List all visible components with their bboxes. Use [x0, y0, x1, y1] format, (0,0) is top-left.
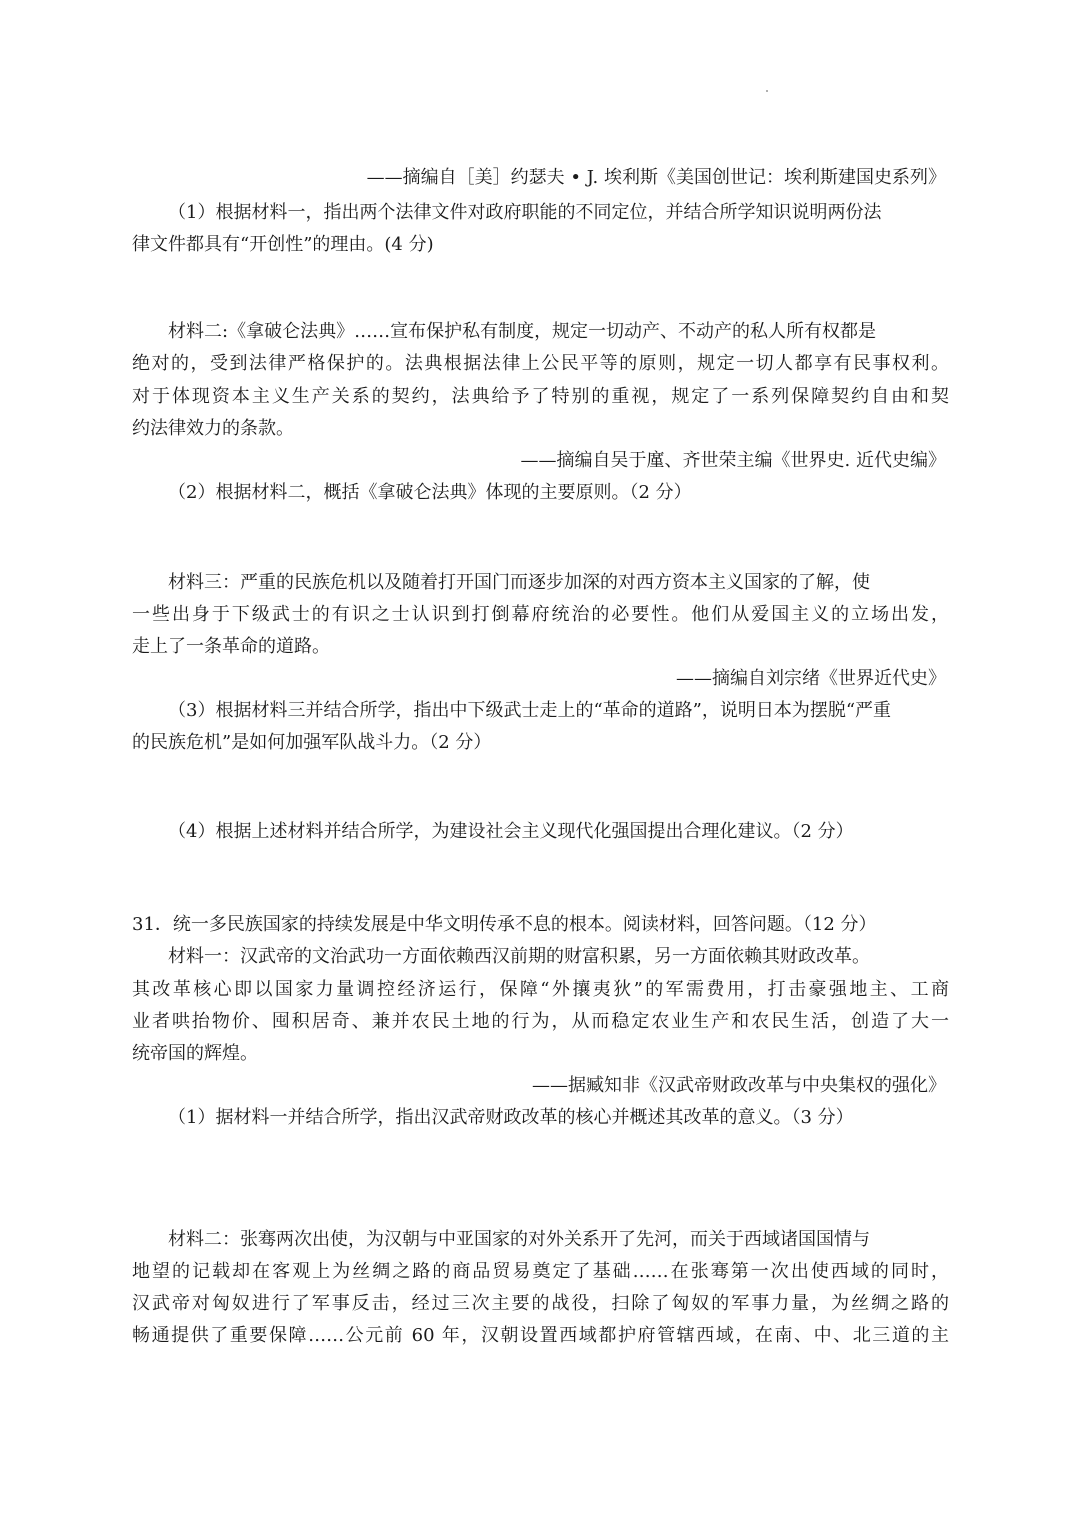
material-31-2-line-1: 材料二：张骞两次出使，为汉朝与中亚国家的对外关系开了先河，而关于西域诸国国情与 — [168, 1229, 870, 1250]
material-31-2-line-3: 汉武帝对匈奴进行了军事反击，经过三次主要的战役，扫除了匈奴的军事力量，为丝绸之路的 — [132, 1293, 949, 1314]
scan-speck — [766, 90, 768, 92]
question-31-1: （1）据材料一并结合所学，指出汉武帝财政改革的核心并概述其改革的意义。（3 分） — [168, 1107, 854, 1128]
question-1-2: （2）根据材料二，概括《拿破仑法典》体现的主要原则。（2 分） — [168, 482, 692, 503]
material-31-1-line-2: 其改革核心即以国家力量调控经济运行，保障“外攘夷狄”的军需费用，打击豪强地主、工商 — [132, 979, 949, 1000]
material-3-line-3: 走上了一条革命的道路。 — [132, 636, 330, 657]
material-31-1-line-4: 统帝国的辉煌。 — [132, 1043, 258, 1064]
question-1-3-line-2: 的民族危机”是如何加强军队战斗力。（2 分） — [132, 732, 492, 753]
question-1-4: （4）根据上述材料并结合所学，为建设社会主义现代化强国提出合理化建议。（2 分） — [168, 821, 854, 842]
material-31-1-line-1: 材料一：汉武帝的文治武功一方面依赖西汉前期的财富积累，另一方面依赖其财政改革。 — [168, 946, 870, 967]
question-1-1-line-2: 律文件都具有“开创性”的理由。(4 分) — [132, 234, 434, 255]
material-2-line-2: 绝对的，受到法律严格保护的。法典根据法律上公民平等的原则，规定一切人都享有民事权利。 — [132, 353, 949, 374]
question-31-heading: 31．统一多民族国家的持续发展是中华文明传承不息的根本。阅读材料，回答问题。（12 分） — [132, 914, 877, 935]
material-31-2-line-2: 地望的记载却在客观上为丝绸之路的商品贸易奠定了基础……在张骞第一次出使西域的同时， — [132, 1261, 949, 1282]
material-2-line-4: 约法律效力的条款。 — [132, 418, 294, 439]
material-31-2-line-4: 畅通提供了重要保障……公元前 60 年，汉朝设置西域都护府管辖西域，在南、中、北三道的主 — [132, 1325, 949, 1346]
material-3-line-1: 材料三：严重的民族危机以及随着打开国门而逐步加深的对西方资本主义国家的了解，使 — [168, 572, 870, 593]
question-1-3-line-1: （3）根据材料三并结合所学，指出中下级武士走上的“革命的道路”，说明日本为摆脱“严重 — [168, 700, 892, 721]
source-citation-3: ——摘编自刘宗绪《世界近代史》 — [676, 668, 946, 689]
question-1-1-line-1: （1）根据材料一，指出两个法律文件对政府职能的不同定位，并结合所学知识说明两份法 — [168, 202, 882, 223]
material-3-line-2: 一些出身于下级武士的有识之士认识到打倒幕府统治的必要性。他们从爱国主义的立场出发， — [132, 604, 949, 625]
material-2-line-3: 对于体现资本主义生产关系的契约，法典给予了特别的重视，规定了一系列保障契约自由和契 — [132, 386, 949, 407]
source-citation-2: ——摘编自吴于廑、齐世荣主编《世界史. 近代史编》 — [520, 450, 946, 471]
source-citation-1: ——摘编自［美］约瑟夫 • J. 埃利斯《美国创世记：埃利斯建国史系列》 — [366, 167, 946, 188]
material-31-1-line-3: 业者哄抬物价、囤积居奇、兼并农民土地的行为，从而稳定农业生产和农民生活，创造了大一 — [132, 1011, 949, 1032]
source-citation-4: ——据臧知非《汉武帝财政改革与中央集权的强化》 — [532, 1075, 946, 1096]
material-2-line-1: 材料二:《拿破仑法典》……宣布保护私有制度，规定一切动产、不动产的私人所有权都是 — [168, 321, 877, 342]
